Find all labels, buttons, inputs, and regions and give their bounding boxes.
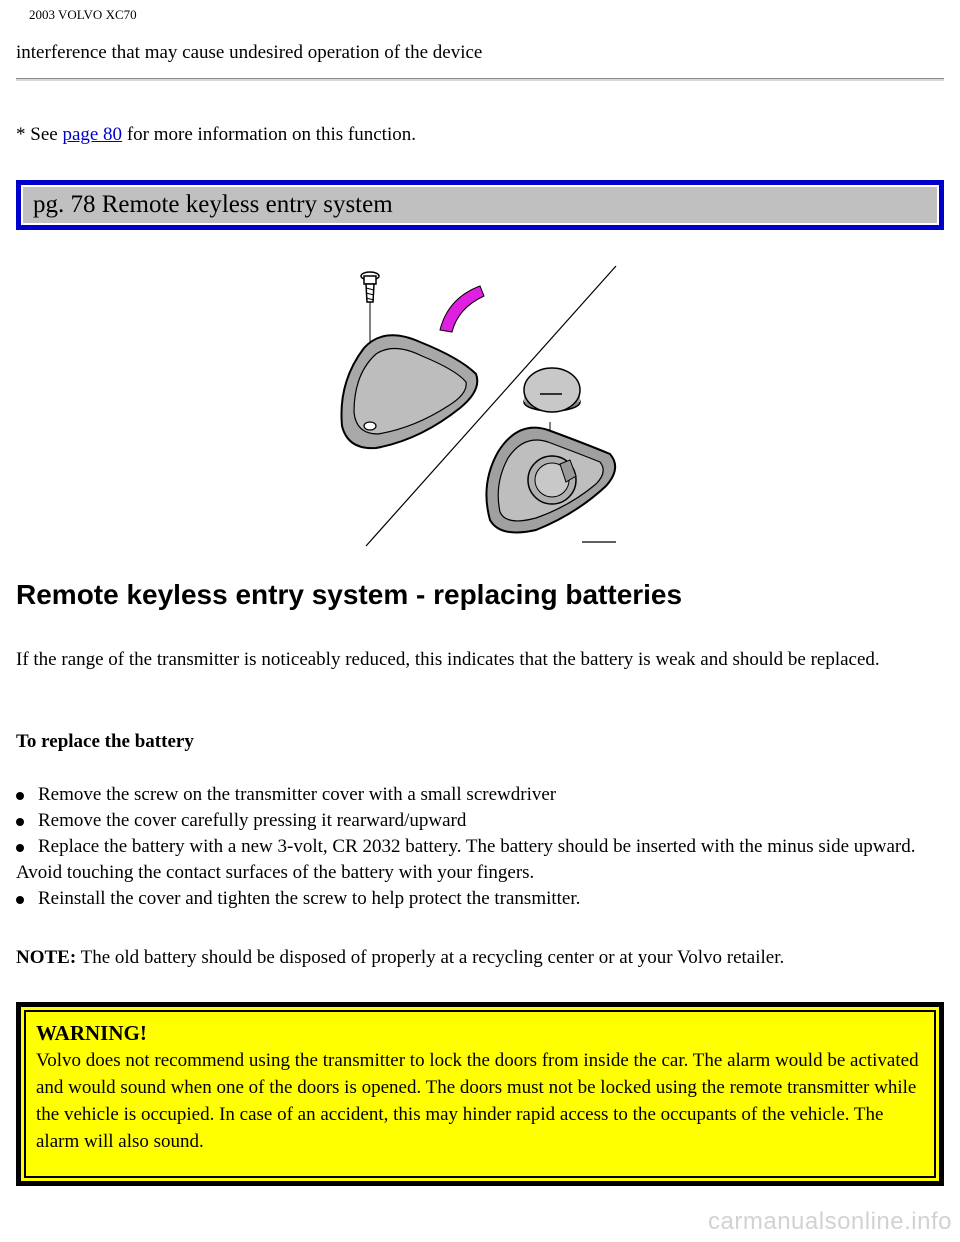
steps-subheading: To replace the battery bbox=[16, 731, 194, 752]
intro-line: interference that may cause undesired operation of the device bbox=[16, 42, 483, 63]
see-suffix: for more information on this function. bbox=[122, 124, 416, 145]
transmitter-cover-icon bbox=[341, 335, 477, 448]
transmitter-base-icon bbox=[486, 428, 615, 533]
bullet-icon bbox=[16, 792, 24, 800]
section-heading: Remote keyless entry system - replacing batteries bbox=[16, 579, 683, 610]
document-header: 2003 VOLVO XC70 bbox=[29, 7, 137, 22]
watermark: carmanualsonline.info bbox=[708, 1208, 952, 1235]
divider bbox=[16, 78, 944, 81]
note-paragraph bbox=[16, 943, 784, 972]
list-item: Remove the screw on the transmitter cover with a small screwdriver bbox=[16, 782, 944, 808]
list-item: Remove the cover carefully pressing it rearward/upward bbox=[16, 808, 944, 834]
see-note bbox=[16, 120, 416, 149]
list-item: Replace the battery with a new 3-volt, CR 2032 battery. The battery should be inserted with the minus side upward. Avoid touching the contact surfaces of the battery with your fingers. bbox=[16, 836, 916, 883]
intro-paragraph: If the range of the transmitter is noticeably reduced, this indicates that the battery is weak and should be replaced. bbox=[16, 649, 880, 670]
warning-inner bbox=[24, 1010, 936, 1178]
list-item: Reinstall the cover and tighten the screw to help protect the transmitter. bbox=[16, 886, 944, 912]
page-80-link[interactable]: page 80 bbox=[62, 124, 123, 145]
warning-text: Volvo does not recommend using the transmitter to lock the doors from inside the car. The alarm would be activated and would sound when one of the doors is opened. The doors must not be locked using the remote transmitter while the vehicle is occupied. In case of an accident, this may hinder rapid access to the occupants of the vehicle. The alarm will also sound. bbox=[36, 1050, 919, 1152]
bullet-icon bbox=[16, 844, 24, 852]
note-label: NOTE: bbox=[16, 947, 77, 968]
bullet-icon bbox=[16, 896, 24, 904]
steps-list bbox=[16, 782, 944, 912]
warning-title: WARNING! bbox=[36, 1021, 147, 1045]
transmitter-illustration bbox=[330, 262, 626, 548]
warning-box bbox=[16, 1002, 944, 1186]
see-prefix: * See bbox=[16, 124, 63, 145]
section-banner bbox=[16, 180, 944, 230]
bullet-icon bbox=[16, 818, 24, 826]
banner-title: pg. 78 Remote keyless entry system bbox=[21, 185, 939, 225]
note-text: The old battery should be disposed of properly at a recycling center or at your Volvo retailer. bbox=[76, 947, 785, 968]
